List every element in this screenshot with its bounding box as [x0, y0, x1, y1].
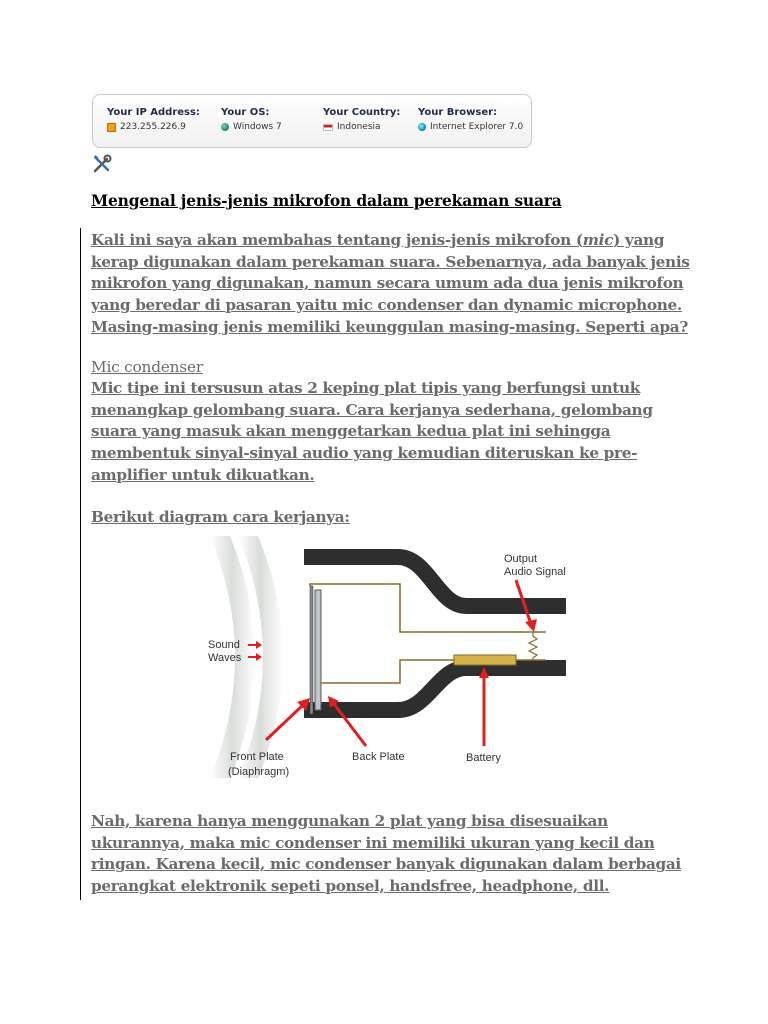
closing-line-3: ringan. Karena kecil, mic condenser banyak digunakan dalam berbagai — [91, 855, 681, 874]
diagram-intro: Berikut diagram cara kerjanya: — [91, 508, 350, 526]
condenser-mic-diagram — [198, 528, 576, 786]
front-plate-label-2: (Diaphragm) — [228, 766, 290, 778]
intro-line-4: yang beredar di pasaran yaitu mic condenser dan dynamic microphone. — [91, 296, 682, 315]
intro-line-2: kerap digunakan dalam perekaman suara. Sebenarnya, ada banyak jenis — [91, 252, 690, 271]
browser-value-row — [418, 122, 523, 132]
back-plate-label: Back Plate — [352, 751, 405, 763]
intro-line-3: mikrofon yang digunakan, namun secara umum ada dua jenis mikrofon — [91, 274, 684, 293]
mic-condenser-heading: Mic condenser — [91, 358, 203, 376]
closing-paragraph — [91, 811, 681, 898]
sound-label-1: Sound — [208, 639, 240, 651]
front-plate-shape — [310, 586, 313, 714]
intro-line-1 — [91, 230, 690, 252]
ip-icon — [107, 123, 116, 132]
mic-line-4: membentuk sinyal-sinyal audio yang kemudian diteruskan ke pre- — [91, 444, 638, 463]
sound-arrowhead-2 — [256, 653, 262, 661]
country-column — [323, 107, 400, 132]
browser-value: Internet Explorer 7.0 — [430, 122, 524, 132]
closing-line-4: perangkat elektronik sepeti ponsel, handsfree, headphone, dll. — [91, 877, 610, 896]
ip-value-row — [107, 122, 200, 132]
article-title: Mengenal jenis-jenis mikrofon dalam perekaman suara — [91, 191, 562, 210]
browser-column — [418, 107, 523, 132]
country-value: Indonesia — [337, 122, 381, 132]
intro-line-1-end: ) yang — [613, 231, 665, 249]
battery-shape — [454, 655, 516, 665]
ip-value: 223.255.226.9 — [120, 122, 186, 132]
ip-column — [107, 107, 200, 132]
mic-line-1: Mic tipe ini tersusun atas 2 keping plat tipis yang berfungsi untuk — [91, 379, 641, 397]
windows-icon — [221, 123, 229, 131]
battery-label: Battery — [466, 752, 501, 764]
country-value-row — [323, 122, 400, 132]
mic-tube-lower — [304, 668, 566, 710]
front-plate-label-1: Front Plate — [230, 751, 284, 763]
browser-label: Your Browser: — [418, 107, 498, 118]
sound-label-2: Waves — [208, 652, 242, 664]
mic-emphasis: mic — [582, 231, 614, 249]
intro-line-1-text: Kali ini saya akan membahas tentang jenis-jenis mikrofon ( — [91, 231, 583, 249]
intro-paragraph — [91, 230, 690, 339]
resistor-shape — [529, 632, 537, 660]
flag-icon — [323, 124, 333, 131]
tools-icon[interactable] — [92, 154, 112, 174]
output-label-2: Audio Signal — [504, 566, 566, 578]
mic-line-5: amplifier untuk dikuatkan. — [91, 465, 315, 484]
os-column — [221, 107, 282, 132]
ip-label: Your IP Address: — [107, 107, 200, 118]
os-label: Your OS: — [221, 107, 270, 118]
os-value: Windows 7 — [233, 122, 282, 132]
output-arrowhead — [525, 619, 537, 632]
back-plate-shape — [315, 590, 321, 710]
closing-line-1: Nah, karena hanya menggunakan 2 plat yang bisa disesuaikan — [91, 812, 608, 830]
mic-condenser-paragraph — [91, 378, 653, 487]
sound-arrowhead-1 — [256, 641, 262, 649]
ie-icon — [418, 123, 426, 131]
closing-line-2: ukurannya, maka mic condenser ini memiliki ukuran yang kecil dan — [91, 833, 655, 852]
country-label: Your Country: — [323, 107, 401, 118]
visitor-info-widget — [92, 94, 532, 148]
mic-line-3: suara yang masuk akan menggetarkan kedua plat ini sehingga — [91, 422, 611, 441]
os-value-row — [221, 122, 282, 132]
left-margin-rule — [80, 228, 81, 900]
intro-line-5: Masing-masing jenis memiliki keunggulan masing-masing. Seperti apa? — [91, 317, 688, 336]
mic-line-2: menangkap gelombang suara. Cara kerjanya sederhana, gelombang — [91, 400, 653, 419]
output-label-1: Output — [504, 553, 538, 565]
